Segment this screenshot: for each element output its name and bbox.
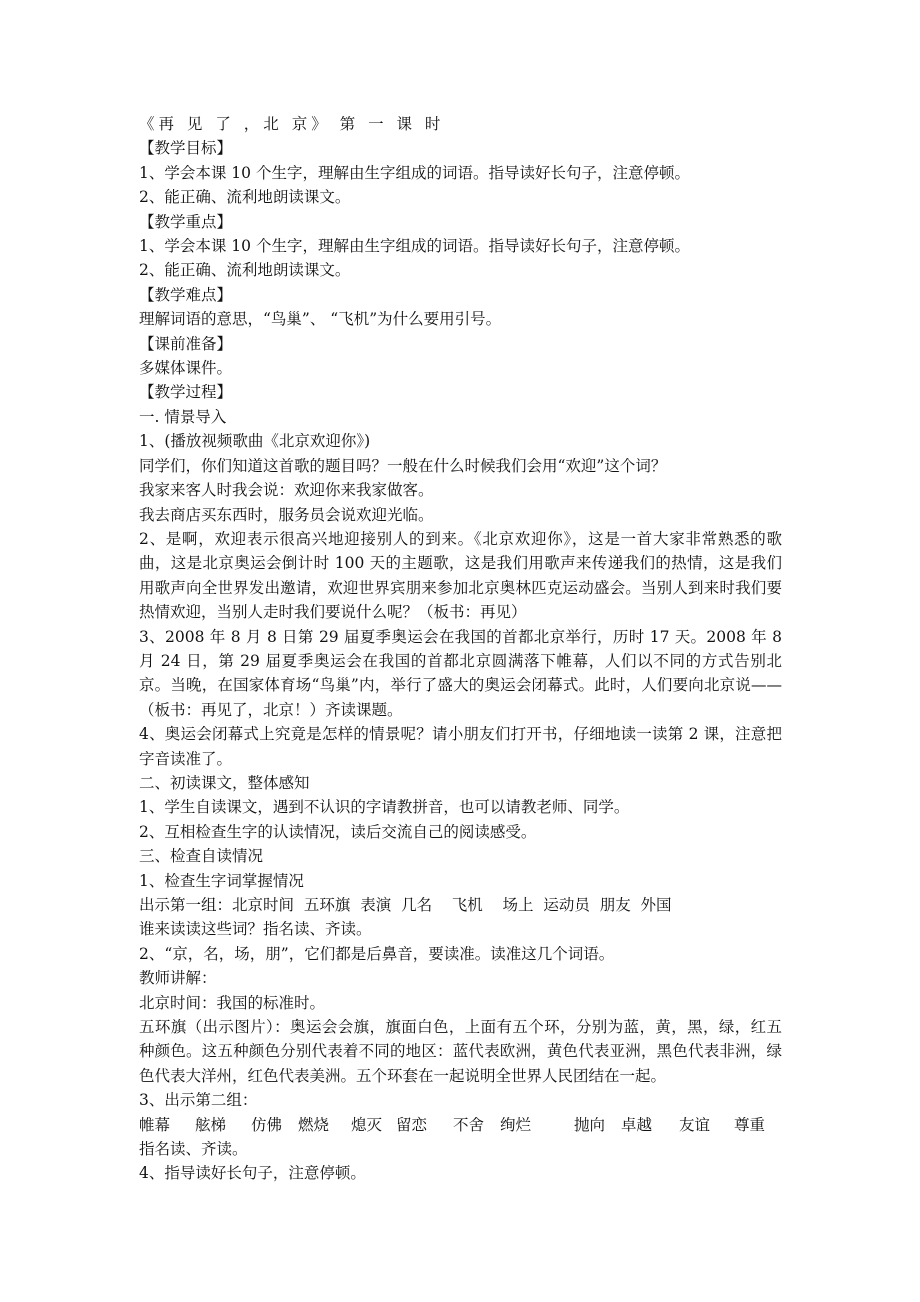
word-group-2: [139, 1113, 782, 1137]
difficulty-heading: 【教学难点】: [139, 285, 233, 304]
section-heading: 三、检查自读情况: [139, 847, 264, 866]
focus-item: 1、学会本课 10 个生字，理解由生字组成的词语。指导读好长句子，注意停顿。: [139, 237, 690, 256]
goal-item: 2、能正确、流利地朗读课文。: [139, 188, 351, 207]
section-heading: 一. 情景导入: [139, 407, 227, 426]
paragraph: 同学们，你们知道这首歌的题目吗？一般在什么时候我们会用“欢迎”这个词？: [139, 456, 667, 475]
paragraph: 2、“京，名，场，朋”，它们都是后鼻音，要读准。读准这几个词语。: [139, 944, 615, 963]
difficulty-item: 理解词语的意思，“鸟巢”、 “飞机”为什么要用引号。: [139, 310, 502, 329]
vocab-word: 燃烧: [298, 1115, 330, 1134]
paragraph: 我去商店买东西时，服务员会说欢迎光临。: [139, 505, 434, 524]
paragraph: 3、2008 年 8 月 8 日第 29 届夏季奥运会在我国的首都北京举行，历时 17 天。2008 年 8 月 24 日，第 29 届夏季奥运会在我国的首都北京圆满落下帷幕，人们以不同的方式告别北京。当晚，在国家体育场“鸟巢”内，举行了盛大的奥运会闭幕式。此时，人们要向北京说——（板书：再见了，北京！）齐读课题。: [139, 627, 782, 719]
paragraph: 指名读、齐读。: [139, 1140, 248, 1159]
goal-item: 1、学会本课 10 个生字，理解由生字组成的词语。指导读好长句子，注意停顿。: [139, 163, 690, 182]
paragraph: 北京时间：我国的标准时。: [139, 993, 326, 1012]
section-heading: 二、初读课文，整体感知: [139, 773, 310, 792]
lesson-plan-page: [139, 112, 782, 1186]
vocab-word: 仿佛: [251, 1115, 283, 1134]
paragraph: 1、(播放视频歌曲《北京欢迎你》): [139, 432, 371, 451]
goals-heading: 【教学目标】: [139, 139, 233, 158]
paragraph: 我家来客人时我会说：欢迎你来我家做客。: [139, 481, 434, 500]
paragraph: 1、检查生字词掌握情况: [139, 871, 304, 890]
vocab-word: 尊重: [734, 1115, 766, 1134]
vocab-word: 熄灭: [351, 1115, 383, 1134]
paragraph: 4、奥运会闭幕式上究竟是怎样的情景呢？请小朋友们打开书，仔细地读一读第 2 课，注意把字音读准了。: [139, 725, 782, 768]
paragraph: 4、指导读好长句子，注意停顿。: [139, 1164, 366, 1183]
process-heading: 【教学过程】: [139, 383, 233, 402]
vocab-word: 友谊: [679, 1115, 711, 1134]
doc-title: 《再 见 了 ，北 京》 第 一 课 时: [139, 115, 445, 133]
vocab-word: 抛向: [574, 1115, 606, 1134]
paragraph: 2、互相检查生字的认读情况，读后交流自己的阅读感受。: [139, 822, 537, 841]
paragraph: 教师讲解：: [139, 969, 217, 988]
paragraph: 3、出示第二组：: [139, 1091, 258, 1110]
vocab-word: 不舍: [453, 1115, 485, 1134]
paragraph: 五环旗（出示图片）：奥运会会旗，旗面白色，上面有五个环，分别为蓝，黄，黑，绿，红五种颜色。这五种颜色分别代表着不同的地区：蓝代表欧洲，黄色代表亚洲，黑色代表非洲，绿色代表大洋州，红色代表美洲。五个环套在一起说明全世界人民团结在一起。: [139, 1018, 782, 1085]
vocab-word: 绚烂: [500, 1115, 532, 1134]
paragraph: 1、学生自读课文，遇到不认识的字请教拼音，也可以请教老师、同学。: [139, 798, 630, 817]
word-group-1: 出示第一组：北京时间 五环旗 表演 几名 飞机 场上 运动员 朋友 外国: [139, 896, 672, 914]
prep-heading: 【课前准备】: [139, 334, 233, 353]
focus-item: 2、能正确、流利地朗读课文。: [139, 261, 351, 280]
vocab-word: 留恋: [396, 1115, 428, 1134]
focus-heading: 【教学重点】: [139, 212, 233, 231]
vocab-word: 卓越: [621, 1115, 653, 1134]
paragraph: 2、是啊，欢迎表示很高兴地迎接别人的到来。《北京欢迎你》，这是一首大家非常熟悉的歌曲，这是北京奥运会倒计时 100 天的主题歌，这是我们用歌声来传递我们的热情，这是我们用歌声向全世界发出邀请，欢迎世界宾朋来参加北京奥林匹克运动盛会。当别人到来时我们要热情欢迎，当别人走时我们要说什么呢？（板书：再见）: [139, 529, 782, 622]
vocab-word: 帷幕: [139, 1115, 171, 1134]
prep-item: 多媒体课件。: [139, 359, 233, 378]
paragraph: 谁来读读这些词？指名读、齐读。: [139, 920, 372, 939]
vocab-word: 舷梯: [195, 1115, 227, 1134]
